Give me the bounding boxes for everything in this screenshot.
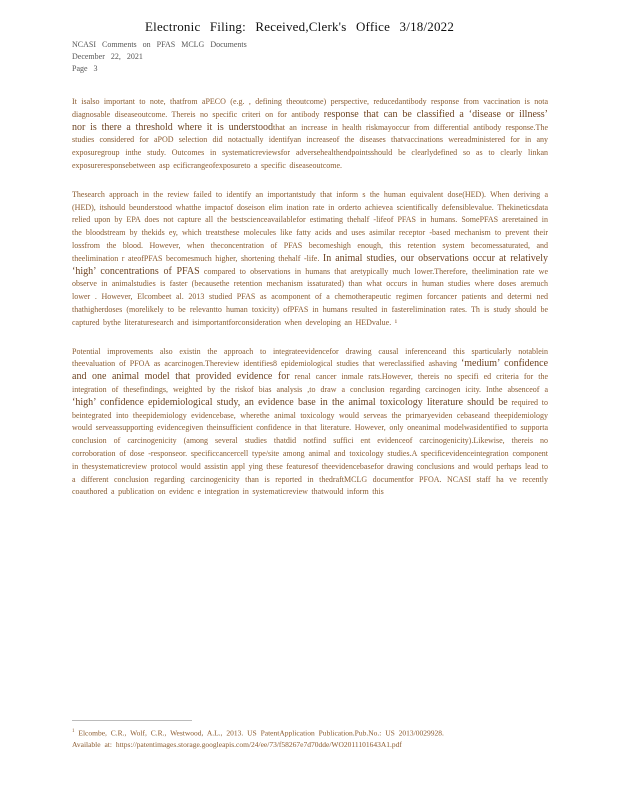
- emphasized-sentence: response that can be classified a ‘disease or illness’ nor is there a threshold where it is understood: [72, 108, 549, 133]
- emphasized-sentence: ‘high’ confidence epidemiological study, an evidence base in the animal toxicology literature should be: [72, 396, 508, 408]
- paragraph-text: renal cancer inmale rats.However, thereis no specifi ed criteria for the integration of thesefindings, weighted by the riskof bias analysis ,to draw a conclusion regarding carcinogen icity. Inthe absenceof a: [72, 372, 548, 394]
- footnote: [72, 726, 548, 750]
- paragraph-text: Thesearch approach in the review failed to identify an importantstudy that inform s the human equivalent dose(HED). When deriving a (HED), itshould beunderstood whatthe impactof doseison elim ination rate in orderto achievea scientifically defensiblevalue. Thekineticsdata relied upon by EPA does not capture all the bestscienceavailablefor estimating thehalf -lifeof PFAS in humans. SomePFAS areretained in the bloodstream by thekids ey, which treatsthese molecules like fatty acids and uses asimilar receptor -based mechanism to prevent their lossfrom the blood. However, when theconcentration of PFAS becomeshigh enough, this retention system becomessaturated, and theelimination r ateofPFAS becomesmuch higher, shortening thehalf -life.: [72, 189, 548, 263]
- paragraph-text: Potential improvements also existin the approach to integrateevidencefor drawing causal inferenceand this sparticularly notablein theevaluation of PFOA as acarcinogen.Thereview identifies8 epidemiological studies that wereclassified ashaving: [72, 346, 548, 369]
- filing-stamp: Electronic Filing: Received,Clerk's Office 3/18/2022: [145, 19, 455, 34]
- body-paragraph: [72, 96, 548, 173]
- footnote-mark: 1: [72, 729, 75, 734]
- running-header-title: NCASI Comments on PFAS MCLG Documents: [72, 40, 247, 49]
- paragraph-text: compared to observations in humans that aretypically much lower.Therefore, theelimination rate we observe in animalstudies is faster (becausethe retention mechanism issaturated) than what occurs in human studies where doses aremuch lower . However, Elcombeet al. 2013 studied PFAS as acomponent of a chemotherapeutic regimen forcancer patients and determi ned thathigherdoses (morelikely to be relevantto human toxicity) ofPFAS in humans resulted in fasterelimination rates. Th is study should be captured bythe literaturesearch and isimportantforconsideration when developing an HEDvalue. ¹: [72, 266, 548, 327]
- emphasized-sentence: ‘medium’ confidence and one animal model that provided evidence for: [72, 358, 549, 383]
- footnote-citation: Elcombe, C.R., Wolf, C.R., Westwood, A.L., 2013. US PatentApplication Publication.Pub.No.: US 2013/0029928.: [78, 728, 444, 738]
- body-paragraph: [72, 346, 548, 500]
- body-text: [72, 96, 548, 515]
- running-header-date: December 22, 2021: [72, 52, 143, 61]
- paragraph-text: required to beintegrated into theepidemiology evidencebase, wherethe animal toxicology would serveas the primaryeviden cebaseand theepidemiology would serveassupporting evidencegiven theinsufficient confidence in that literature. However, only oneanimal modelwasidentified to supporta conclusion of carcinogenicity (among several studies thatdid notfind suffici ent evidenceof carcinogenicity).Likewise, thereis no corroboration of dose -responseor. specificcancercell type/site among animal and toxicology studies.A specificevidenceintegration component in thesystematicreview protocol would assistin appl ying these featuresof theevidencebasefor drawing conclusions and would perhaps lead to a different conclusion regarding carcinogenicity than is reported in thedraftMCLG documentfor PFOA. NCASI staff ha ve recently coauthored a publication on evidenc e integration in systematicreview thatwould inform this: [72, 397, 549, 497]
- body-paragraph: [72, 189, 548, 330]
- paragraph-text: It isalso important to note, thatfrom aPECO (e.g. , defining theoutcome) perspective, reducedantibody response from vaccination is nota diagnosable diseaseoutcome. Thereis no specific criteri on for antibody: [72, 97, 548, 119]
- footnote-divider: [72, 720, 192, 721]
- paragraph-text: that an increase in health riskmayoccur from differential antibody response.The studies considered for aPOD selection did notactually identifyan increaseof the diseases thatvaccinations wereadministered for in any exposuregroup inthe study. Outcomes in systematicreviewsfor adversehealthendpointsshould be clearlydefined so as to clearly linkan exposureresponsebetween asp ecificrangeofexposureto a specific diseaseoutcome.: [72, 122, 548, 170]
- footnote-url: Available at: https://patentimages.storage.googleapis.com/24/ee/73/f58267e7d70dde/WO2011101643A1.pdf: [72, 739, 402, 749]
- running-header-page: Page 3: [72, 64, 98, 73]
- emphasized-sentence: In animal studies, our observations occur at relatively ‘high’ concentrations of PFAS: [72, 252, 548, 277]
